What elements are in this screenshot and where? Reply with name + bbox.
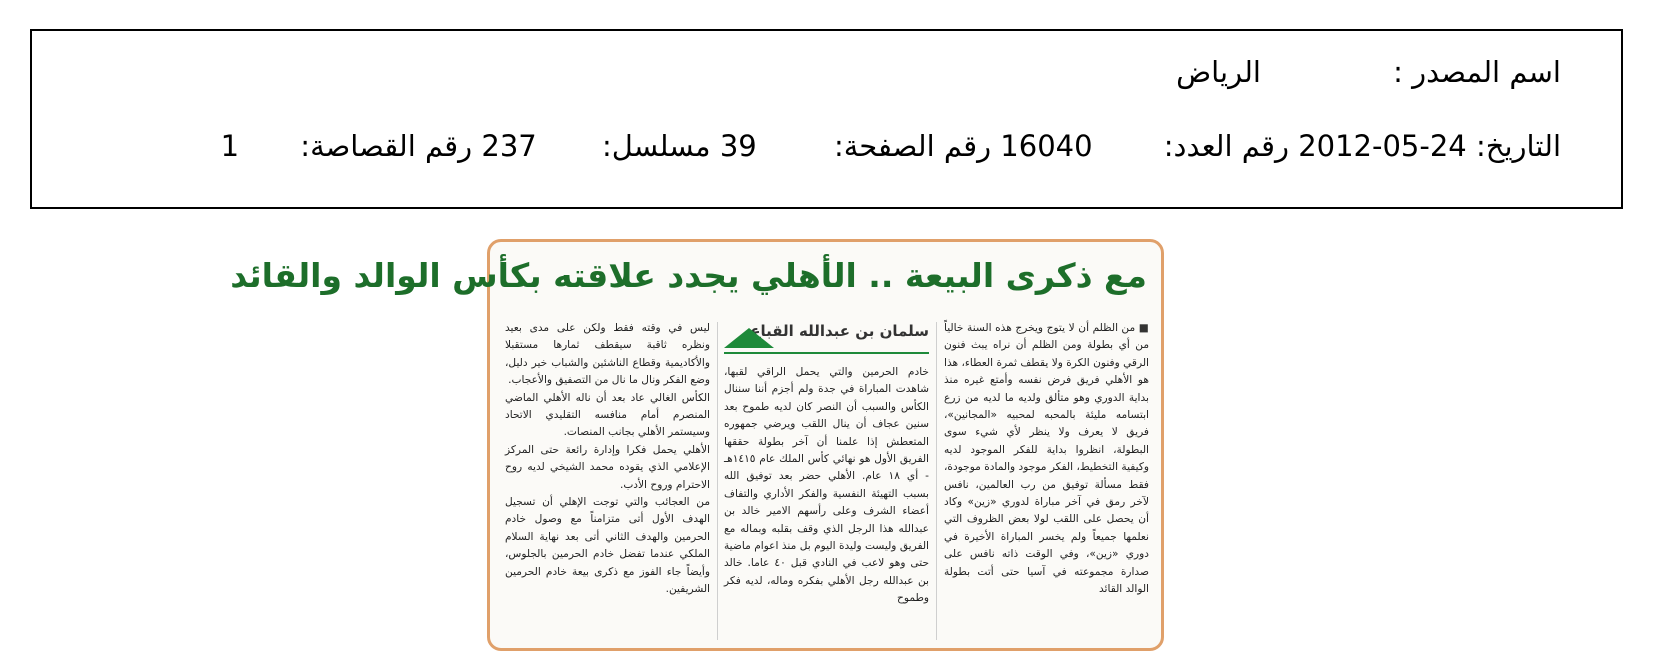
source-row — [1176, 55, 1561, 95]
source-value: الرياض — [1176, 55, 1261, 89]
article-headline: مع ذكرى البيعة .. الأهلي يجدد علاقته بكأس الوالد والقائد — [230, 256, 1147, 295]
column-left-paragraph: الكأس الغالي عاد بعد أن ناله الأهلي الماضي المنصرم أمام منافسه التقليدي الاتحاد وسيستمر الأهلي بجانب المنصات. — [505, 391, 710, 439]
column-left-paragraph: الأهلي يحمل فكرا وإدارة رائعة حتى المركز الإعلامي الذي يقوده محمد الشيخي لديه روح الاحترام وروح الأدب. — [505, 443, 710, 491]
page-value: 39 — [719, 129, 757, 163]
column-left-paragraph: ليس في وقته فقط ولكن على مدى بعيد ونظره ثاقبة سيقطف ثمارها مستقبلا والأكاديمية وقطاع الناشئين والشباب خير دليل، وضع الفكر ونال ما نال من التصفيق والأعجاب. — [505, 322, 710, 387]
byline-underline — [724, 352, 929, 354]
date-label: التاريخ: — [1475, 129, 1561, 163]
issue-label: رقم العدد: — [1163, 129, 1289, 163]
article-column-right — [944, 320, 1149, 646]
column-divider — [936, 322, 937, 640]
details-row — [221, 129, 1561, 169]
clip-number-label: رقم القصاصة: — [300, 129, 473, 163]
date-value: 2012-05-24 — [1298, 129, 1467, 163]
byline — [724, 320, 929, 360]
byline-triangle-icon — [724, 328, 774, 348]
article-column-middle — [724, 320, 929, 646]
column-right-text: من الظلم أن لا يتوج ويخرج هذه السنة خالياً من أي بطولة ومن الظلم أن نراه يبث فنون الرقي وفنون الكرة ولا يقطف ثمرة العطاء، هذا هو الأهلي فريق فرض نفسه وأمتع غيره منذ بداية الدوري وهو متألق ولديه ما لديه من زرع ابتسامه ملیئة بالمحبه لمحبيه «المجانين»، فريق لا يعرف ولا ينظر لأي شيء سوى البطولة، انظروا بداية للفكر الموجود لديه وكيفية التخطيط، الفكر موجود والمادة موجودة، فقط مسألة توفيق من رب العالمين، نافس لآخر رمق في آخر مباراة لدوري «زين» وكاد أن يحصل على اللقب لولا بعض الظروف التي نعلمها جميعاً ولم يخسر المباراة الأخيرة في دوري «زين»، وفي الوقت ذاته نافس على صدارة مجموعته في آسيا حتى أتت بطولة الوالد القائد — [944, 322, 1149, 596]
column-left-paragraph: من العجائب والتي توجت الإهلي أن تسجيل الهدف الأول أتى متزامناً مع وصول خادم الحرمين والهدف الثاني أتى بعد نهاية السلام الملكي عندما تفضل خادم الحرمين بالجلوس، وأيضاً جاء الفوز مع ذكرى بيعة خادم الحرمين الشريفين. — [505, 496, 710, 596]
column-divider — [717, 322, 718, 640]
author-name: سلمان بن عبدالله القباع — [750, 322, 929, 340]
issue-value: 16040 — [1000, 129, 1093, 163]
bullet-icon: ■ — [1138, 322, 1150, 334]
clipping-metadata-box — [30, 29, 1623, 209]
source-label: اسم المصدر : — [1393, 55, 1561, 89]
clip-number-value: 1 — [220, 129, 240, 163]
page-label: رقم الصفحة: — [833, 129, 992, 163]
serial-label: مسلسل: — [601, 129, 711, 163]
column-middle-text: خادم الحرمين والتي يحمل الراقي لقبها، شاهدت المباراة في جدة ولم أجزم أننا سننال الكأس والسبب أن النصر كان لديه طموح بعد سنين عجاف أن ينال اللقب ويرضي جمهوره المتعطش إذا علمنا أن آخر بطولة حققها الفريق الأول هو نهائي كأس الملك عام ١٤١٥هـ - أي ١٨ عام. الأهلي حضر بعد توفيق الله بسبب التهيئة النفسية والفكر الأداري والتفاف أعضاء الشرف وعلى رأسهم الامير خالد بن عبدالله هذا الرجل الذي وقف بقلبه وبماله مع الفريق وليست وليدة اليوم بل منذ اعوام ماضية حتى وهو لاعب في النادي قبل ٤٠ عاما. خالد بن عبدالله رجل الأهلي بفكره وماله، لديه فكر وطموح — [724, 366, 929, 605]
newspaper-clipping — [230, 239, 1164, 651]
article-column-left — [505, 320, 710, 646]
serial-value: 237 — [481, 129, 537, 163]
